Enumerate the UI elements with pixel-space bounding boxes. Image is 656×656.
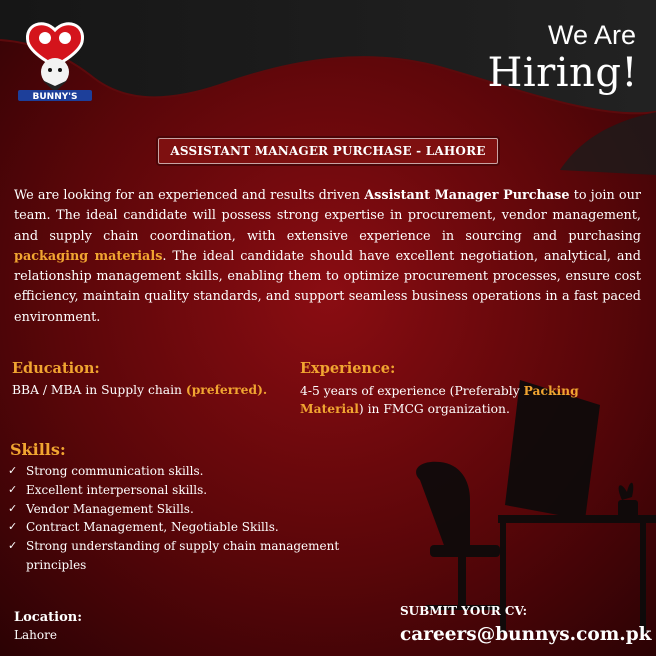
skill-label: Contract Management, Negotiable Skills. (26, 520, 279, 535)
location-value: Lahore (14, 628, 57, 642)
submit-cv-label: SUBMIT YOUR CV: (400, 604, 527, 618)
education-highlight: (preferred). (185, 382, 268, 397)
header-we-are: We Are (547, 20, 636, 50)
experience-heading: Experience: (300, 360, 396, 377)
skills-list (8, 462, 358, 575)
location-heading: Location: (14, 610, 83, 625)
education-heading: Education: (12, 360, 100, 377)
skill-label: Excellent interpersonal skills. (26, 482, 208, 497)
bunnys-logo (14, 20, 96, 104)
intro-role-bold: Assistant Manager Purchase (364, 188, 570, 203)
experience-text (300, 382, 600, 418)
intro-part-2: to join our team. The ideal candidate will possess strong expertise in procurement, vendor management, and supply chain coordination, with extensive experience in sourcing and purchasing (14, 188, 641, 244)
careers-email-link[interactable]: careers@bunnys.com.pk (400, 624, 652, 645)
intro-part-3: . The ideal candidate should have excellent negotiation, analytical, and relationship management skills, enabling them to optimize procurement processes, ensure cost efficiency, maintain quality standards, and support seamless business operations in a fast paced environment. (14, 248, 641, 325)
education-text (12, 382, 267, 397)
check-icon: ✓ (8, 520, 18, 534)
list-item (8, 481, 358, 500)
intro-part-1: We are looking for an experienced and results driven (14, 188, 365, 203)
list-item (8, 462, 358, 481)
experience-value-b: ) in FMCG organization. (358, 402, 510, 416)
list-item (8, 500, 358, 519)
check-icon: ✓ (8, 539, 18, 553)
check-icon: ✓ (8, 482, 18, 496)
experience-highlight: Packing Material (300, 383, 579, 416)
check-icon: ✓ (8, 464, 18, 477)
education-value: BBA / MBA in Supply chain (12, 383, 186, 397)
intro-highlight: packaging materials (14, 248, 163, 264)
logo-text: BUNNY'S (32, 92, 78, 102)
list-item (8, 518, 358, 537)
check-icon: ✓ (8, 501, 18, 515)
job-title-banner (158, 138, 498, 164)
job-description (14, 186, 641, 328)
skill-label: Vendor Management Skills. (26, 501, 194, 516)
list-item (8, 537, 358, 575)
header-hiring: Hiring! (487, 50, 638, 96)
skills-heading: Skills: (10, 440, 66, 459)
job-title: ASSISTANT MANAGER PURCHASE - LAHORE (170, 144, 486, 158)
skill-label: Strong understanding of supply chain management principles (26, 539, 340, 572)
experience-value-a: 4-5 years of experience (Preferably (300, 384, 524, 398)
skill-label: Strong communication skills. (26, 464, 204, 478)
